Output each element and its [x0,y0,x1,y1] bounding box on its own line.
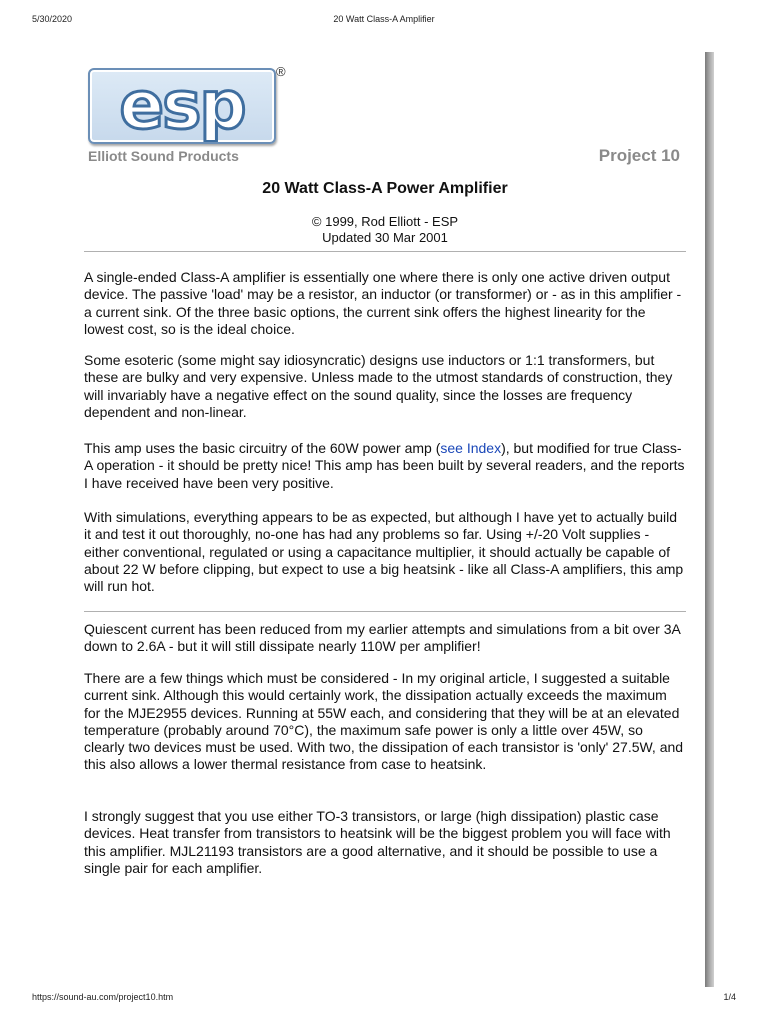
paragraph-considerations: There are a few things which must be considered - In my original article, I suggested a suitable current sink. Although this would certainly work, the dissipation actually exceeds the maximum for the MJE2955 devices. Running at 55W each, and considering that they will be at an elevated temperature (probably around 70°C), the maximum safe power is only a little over 45W, so clearly two devices must be used. With two, the dissipation of each transistor is 'only' 27.5W, and this also allows a lower thermal resistance from case to heatsink. [84,670,684,773]
page-edge-shadow [705,52,714,987]
copyright-line: © 1999, Rod Elliott - ESP [311,214,459,229]
p3-text-before: This amp uses the basic circuitry of the 60W power amp ( [84,440,441,456]
page-number: 1/4 [723,992,736,1002]
divider-top [84,251,686,252]
esp-logo[interactable] [88,64,288,148]
paragraph-simulations: With simulations, everything appears to be as expected, but although I have yet to actually build it and test it out thoroughly, no-one has had any problems so far. Using +/-20 Volt supplies - either conventional, regulated or using a capacitance multiplier, it should actually be capable of about 22 W before clipping, but expect to use a big heatsink - like all Class-A amplifiers, this amp will run hot. [84,509,684,595]
brand-row [88,148,686,170]
project-number: Project 10 [598,146,680,165]
svg-text:esp: esp [119,70,245,142]
print-footer [32,992,736,1006]
print-title: 20 Watt Class-A Amplifier [333,14,435,24]
print-url: https://sound-au.com/project10.htm [32,992,174,1002]
print-date: 5/30/2020 [32,14,73,24]
print-header [32,14,736,28]
registered-mark: ® [276,64,286,79]
updated-line: Updated 30 Mar 2001 [322,230,448,245]
paragraph-quiescent: Quiescent current has been reduced from my earlier attempts and simulations from a bit over 3A down to 2.6A - but it will still dissipate nearly 110W per amplifier! [84,621,681,655]
divider-middle [84,611,686,612]
page-title: 20 Watt Class-A Power Amplifier [262,180,508,197]
p3-text-after: ), but modified for true Class-A operation - it should be pretty nice! This amp has been built by several readers, and the reports I have received have been very positive. [84,440,685,491]
see-index-link[interactable]: see Index [440,440,502,456]
paragraph-intro: A single-ended Class-A amplifier is essentially one where there is only one active driven output device. The passive 'load' may be a resistor, an inductor (or transformer) or - as in this amplifier - a current sink. Of the three basic options, the current sink offers the highest linearity for the lowest cost, so is the ideal choice. [84,269,682,337]
paragraph-basic-circuitry [84,440,686,492]
paragraph-transistors: I strongly suggest that you use either TO-3 transistors, or large (high dissipation) plastic case devices. Heat transfer from transistors to heatsink will be the biggest problem you will face with this amplifier. MJL21193 transistors are a good alternative, and it should be possible to use a single pair for each amplifier. [84,808,671,876]
logo-badge [88,68,276,144]
logo-lettering [90,70,274,142]
byline [84,214,686,246]
paragraph-transformers: Some esoteric (some might say idiosyncratic) designs use inductors or 1:1 transformers, but these are bulky and very expensive. Unless made to the utmost standards of construction, they will invariably have a negative effect on the sound quality, since the losses are frequency dependent and non-linear. [84,352,673,420]
brand-name: Elliott Sound Products [88,148,239,164]
